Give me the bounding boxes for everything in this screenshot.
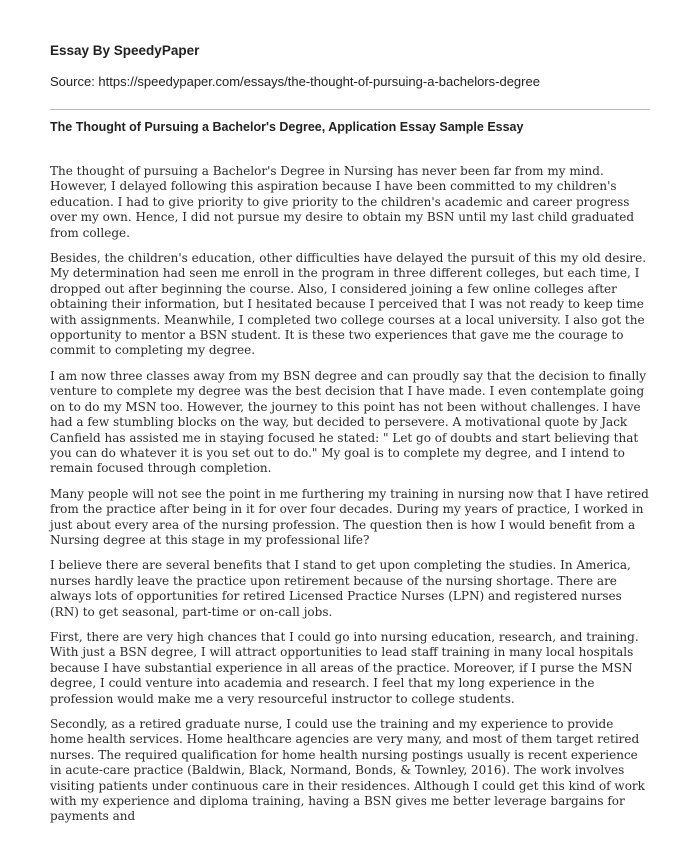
- essay-paragraph-2: Besides, the children's education, other difficulties have delayed the pursuit of this my old desire. My determination had seen me enroll in the program in three different colleges, but each time, I dropped out after beginning the course. Also, I considered joining a few online colleges after obtaining their information, but I hesitated because I perceived that I was not ready to keep time with assignments. Meanwhile, I completed two college courses at a local university. I also got the opportunity to mentor a BSN student. It is these two experiences that gave me the courage to commit to completing my degree.: [50, 251, 647, 358]
- essay-paragraph-4: Many people will not see the point in me furthering my training in nursing now that I have retired from the practice after being in it for over four decades. During my years of practice, I worked in just about every area of the nursing profession. The question then is how I would benefit from a Nursing degree at this stage in my professional life?: [50, 486, 649, 547]
- essay-body: [50, 164, 650, 835]
- essay-paragraph-6: First, there are very high chances that I could go into nursing education, research, and training. With just a BSN degree, I will attract opportunities to lead staff training in many local hospitals because I have substantial experience in all areas of the practice. Moreover, if I purse the MSN degree, I could venture into academia and research. I feel that my long experience in the profession would make me a very resourceful instructor to college students.: [50, 629, 639, 706]
- essay-paragraph-3: I am now three classes away from my BSN degree and can proudly say that the decision to finally venture to complete my degree was the best decision that I have made. I even contemplate going on to do my MSN too. However, the journey to this point has not been without challenges. I have had a few stumbling blocks on the way, but decided to persevere. A motivational quote by Jack Canfield has assisted me in staying focused he stated: " Let go of doubts and start believing that you can do whatever it is you set out to do." My goal is to complete my degree, and I intend to remain focused through completion.: [50, 368, 646, 476]
- essay-paragraph-1: The thought of pursuing a Bachelor's Degree in Nursing has never been far from my mind. However, I delayed following this aspiration because I have been committed to my children's education. I had to give priority to give priority to the children's academic and career progress over my own. Hence, I did not pursue my desire to obtain my BSN until my last child graduated from college.: [50, 164, 635, 240]
- site-title: Essay By SpeedyPaper: [50, 43, 200, 58]
- header-divider: [50, 109, 650, 110]
- essay-paragraph-5: I believe there are several benefits that I stand to get upon completing the studies. In America, nurses hardly leave the practice upon retirement because of the nursing shortage. There are always lots of opportunities for retired Licensed Practice Nurses (LPN) and registered nurses (RN) to get seasonal, part-time or on-call jobs.: [50, 558, 631, 619]
- essay-title: The Thought of Pursuing a Bachelor's Degree, Application Essay Sample Essay: [50, 120, 524, 134]
- essay-paragraph-7: Secondly, as a retired graduate nurse, I could use the training and my experience to provide home health services. Home healthcare agencies are very many, and most of them target retired nurses. The required qualification for home health nursing postings usually is recent experience in acute-care practice (Baldwin, Black, Normand, Bonds, & Townley, 2016). The work involves visiting patients under continuous care in their residences. Although I could get this kind of work with my experience and diploma training, having a BSN gives me better leverage bargains for payments and: [50, 717, 645, 824]
- source-link[interactable]: Source: https://speedypaper.com/essays/the-thought-of-pursuing-a-bachelors-degree: [50, 74, 540, 89]
